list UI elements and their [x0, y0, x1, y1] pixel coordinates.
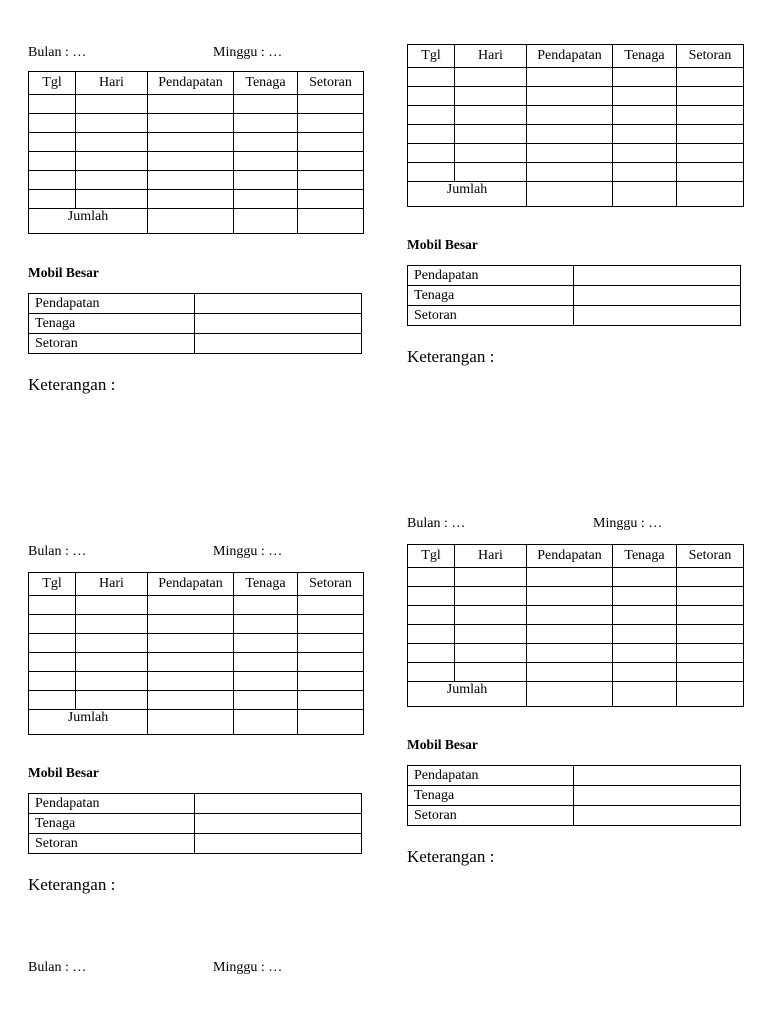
- table-cell[interactable]: [148, 152, 234, 171]
- table-cell[interactable]: [234, 152, 298, 171]
- table-cell[interactable]: [677, 68, 744, 87]
- bulan-label: Bulan : …: [28, 960, 87, 975]
- bulan-label: Bulan : …: [28, 544, 87, 559]
- summary-row: [29, 794, 362, 814]
- table-cell[interactable]: [613, 144, 677, 163]
- table-cell[interactable]: [455, 625, 527, 644]
- table-cell[interactable]: [298, 95, 364, 114]
- daily-log-table: [407, 544, 744, 707]
- table-cell[interactable]: [76, 596, 148, 615]
- table-row: [408, 163, 744, 182]
- table-cell[interactable]: [298, 114, 364, 133]
- table-cell[interactable]: [455, 68, 527, 87]
- table-cell[interactable]: [76, 133, 148, 152]
- table-cell[interactable]: [408, 606, 455, 625]
- summary-row: [29, 294, 362, 314]
- summary-label-pendapatan: Pendapatan: [408, 766, 574, 786]
- table-row: [29, 114, 364, 133]
- table-cell[interactable]: [408, 87, 455, 106]
- table-cell[interactable]: [234, 114, 298, 133]
- table-cell[interactable]: [29, 653, 76, 672]
- summary-label-setoran: Setoran: [29, 834, 195, 854]
- table-cell[interactable]: [298, 190, 364, 209]
- table-cell[interactable]: [148, 133, 234, 152]
- mobil-besar-table: [407, 265, 741, 326]
- summary-row: [408, 266, 741, 286]
- table-cell[interactable]: [29, 152, 76, 171]
- table-cell[interactable]: [613, 625, 677, 644]
- table-cell[interactable]: [298, 634, 364, 653]
- summary-value[interactable]: [574, 306, 741, 326]
- table-cell[interactable]: [76, 190, 148, 209]
- table-cell[interactable]: [234, 95, 298, 114]
- daily-log-table: [28, 71, 364, 234]
- summary-row: [29, 814, 362, 834]
- table-cell[interactable]: [298, 710, 364, 735]
- table-cell[interactable]: [613, 587, 677, 606]
- table-cell[interactable]: [29, 133, 76, 152]
- table-cell[interactable]: [148, 672, 234, 691]
- summary-value[interactable]: [195, 814, 362, 834]
- column-header-pendapatan: Pendapatan: [527, 545, 613, 568]
- column-header-tgl: Tgl: [408, 45, 455, 68]
- summary-value[interactable]: [574, 806, 741, 826]
- table-cell[interactable]: [234, 190, 298, 209]
- table-cell[interactable]: [298, 672, 364, 691]
- table-cell[interactable]: [29, 691, 76, 710]
- summary-value[interactable]: [195, 294, 362, 314]
- table-cell[interactable]: [408, 663, 455, 682]
- table-cell[interactable]: [613, 182, 677, 207]
- table-cell[interactable]: [677, 606, 744, 625]
- table-cell[interactable]: [148, 691, 234, 710]
- table-cell[interactable]: [527, 182, 613, 207]
- table-cell[interactable]: [527, 87, 613, 106]
- table-cell[interactable]: [527, 568, 613, 587]
- minggu-label: Minggu : …: [213, 960, 283, 975]
- mobil-besar-heading: Mobil Besar: [407, 737, 478, 752]
- table-cell[interactable]: [29, 95, 76, 114]
- table-cell[interactable]: [29, 615, 76, 634]
- daily-log-table: [407, 44, 744, 207]
- table-cell[interactable]: [527, 106, 613, 125]
- table-cell[interactable]: [408, 625, 455, 644]
- table-cell[interactable]: [408, 587, 455, 606]
- table-cell[interactable]: [613, 606, 677, 625]
- mobil-besar-heading: Mobil Besar: [28, 765, 99, 780]
- column-header-setoran: Setoran: [298, 72, 364, 95]
- summary-label-setoran: Setoran: [408, 306, 574, 326]
- table-row: [408, 125, 744, 144]
- summary-label-setoran: Setoran: [408, 806, 574, 826]
- table-cell[interactable]: [76, 634, 148, 653]
- table-cell[interactable]: [298, 171, 364, 190]
- table-cell[interactable]: [613, 106, 677, 125]
- summary-value[interactable]: [195, 314, 362, 334]
- table-row: [408, 625, 744, 644]
- summary-row: [29, 334, 362, 354]
- table-cell[interactable]: [527, 663, 613, 682]
- table-row: [29, 171, 364, 190]
- table-cell[interactable]: [613, 644, 677, 663]
- table-cell[interactable]: [148, 634, 234, 653]
- table-cell[interactable]: [527, 682, 613, 707]
- table-cell[interactable]: [408, 106, 455, 125]
- table-cell[interactable]: [29, 114, 76, 133]
- table-cell[interactable]: [234, 209, 298, 234]
- table-row: [29, 133, 364, 152]
- table-cell[interactable]: [677, 106, 744, 125]
- column-header-hari: Hari: [76, 573, 148, 596]
- table-cell[interactable]: [455, 568, 527, 587]
- total-row: [408, 182, 744, 207]
- summary-row: [408, 766, 741, 786]
- summary-row: [408, 786, 741, 806]
- table-cell[interactable]: [408, 125, 455, 144]
- summary-label-tenaga: Tenaga: [29, 814, 195, 834]
- table-header-row: [408, 545, 744, 568]
- table-cell[interactable]: [613, 125, 677, 144]
- table-cell[interactable]: [408, 68, 455, 87]
- table-cell[interactable]: [298, 152, 364, 171]
- table-row: [29, 634, 364, 653]
- table-cell[interactable]: [455, 587, 527, 606]
- table-cell[interactable]: [234, 171, 298, 190]
- table-cell[interactable]: [677, 182, 744, 207]
- minggu-label: Minggu : …: [213, 544, 283, 559]
- summary-label-pendapatan: Pendapatan: [408, 266, 574, 286]
- table-cell[interactable]: [148, 710, 234, 735]
- minggu-label: Minggu : …: [593, 516, 663, 531]
- summary-row: [29, 834, 362, 854]
- table-row: [29, 615, 364, 634]
- keterangan-label: Keterangan :: [407, 347, 495, 366]
- table-cell[interactable]: [76, 171, 148, 190]
- total-row: [29, 209, 364, 234]
- keterangan-label: Keterangan :: [28, 375, 116, 394]
- column-header-pendapatan: Pendapatan: [148, 72, 234, 95]
- summary-row: [408, 286, 741, 306]
- summary-row: [408, 806, 741, 826]
- table-cell[interactable]: [527, 125, 613, 144]
- table-cell[interactable]: [76, 691, 148, 710]
- bulan-label: Bulan : …: [407, 516, 466, 531]
- table-cell[interactable]: [148, 171, 234, 190]
- keterangan-label: Keterangan :: [407, 847, 495, 866]
- mobil-besar-table: [28, 293, 362, 354]
- column-header-setoran: Setoran: [677, 45, 744, 68]
- table-cell[interactable]: [298, 691, 364, 710]
- table-cell[interactable]: [613, 87, 677, 106]
- table-cell[interactable]: [76, 152, 148, 171]
- table-cell[interactable]: [234, 133, 298, 152]
- table-cell[interactable]: [76, 615, 148, 634]
- table-cell[interactable]: [527, 587, 613, 606]
- column-header-hari: Hari: [455, 45, 527, 68]
- jumlah-label: Jumlah: [29, 209, 148, 234]
- table-cell[interactable]: [29, 171, 76, 190]
- table-cell[interactable]: [455, 87, 527, 106]
- table-row: [408, 87, 744, 106]
- mobil-besar-heading: Mobil Besar: [407, 237, 478, 252]
- column-header-tenaga: Tenaga: [234, 72, 298, 95]
- table-row: [408, 644, 744, 663]
- table-cell[interactable]: [76, 114, 148, 133]
- table-row: [29, 95, 364, 114]
- table-cell[interactable]: [29, 596, 76, 615]
- table-row: [29, 653, 364, 672]
- mobil-besar-table: [407, 765, 741, 826]
- minggu-label: Minggu : …: [213, 45, 283, 60]
- table-cell[interactable]: [148, 95, 234, 114]
- table-cell[interactable]: [677, 682, 744, 707]
- table-row: [29, 596, 364, 615]
- column-header-tgl: Tgl: [408, 545, 455, 568]
- summary-value[interactable]: [195, 794, 362, 814]
- table-cell[interactable]: [234, 672, 298, 691]
- summary-label-pendapatan: Pendapatan: [29, 294, 195, 314]
- jumlah-label: Jumlah: [408, 682, 527, 707]
- jumlah-label: Jumlah: [408, 182, 527, 207]
- table-cell[interactable]: [677, 663, 744, 682]
- summary-label-tenaga: Tenaga: [408, 286, 574, 306]
- table-cell[interactable]: [76, 653, 148, 672]
- summary-value[interactable]: [574, 266, 741, 286]
- summary-value[interactable]: [574, 766, 741, 786]
- summary-row: [408, 306, 741, 326]
- summary-label-setoran: Setoran: [29, 334, 195, 354]
- table-header-row: [408, 45, 744, 68]
- summary-value[interactable]: [195, 834, 362, 854]
- table-cell[interactable]: [613, 663, 677, 682]
- table-cell[interactable]: [613, 682, 677, 707]
- table-cell[interactable]: [527, 625, 613, 644]
- table-cell[interactable]: [234, 634, 298, 653]
- table-cell[interactable]: [455, 106, 527, 125]
- table-cell[interactable]: [455, 125, 527, 144]
- table-cell[interactable]: [148, 653, 234, 672]
- table-row: [408, 106, 744, 125]
- table-cell[interactable]: [455, 606, 527, 625]
- summary-label-tenaga: Tenaga: [29, 314, 195, 334]
- table-cell[interactable]: [298, 133, 364, 152]
- summary-value[interactable]: [574, 286, 741, 306]
- column-header-hari: Hari: [455, 545, 527, 568]
- table-cell[interactable]: [677, 163, 744, 182]
- table-cell[interactable]: [148, 615, 234, 634]
- table-cell[interactable]: [677, 144, 744, 163]
- table-cell[interactable]: [677, 125, 744, 144]
- table-row: [408, 568, 744, 587]
- table-cell[interactable]: [234, 691, 298, 710]
- column-header-tenaga: Tenaga: [613, 545, 677, 568]
- table-cell[interactable]: [148, 190, 234, 209]
- column-header-tenaga: Tenaga: [234, 573, 298, 596]
- summary-value[interactable]: [574, 786, 741, 806]
- table-cell[interactable]: [677, 625, 744, 644]
- table-row: [29, 672, 364, 691]
- table-header-row: [29, 72, 364, 95]
- daily-log-table: [28, 572, 364, 735]
- mobil-besar-heading: Mobil Besar: [28, 265, 99, 280]
- table-cell[interactable]: [527, 68, 613, 87]
- table-cell[interactable]: [455, 644, 527, 663]
- table-cell[interactable]: [298, 209, 364, 234]
- table-cell[interactable]: [148, 209, 234, 234]
- table-cell[interactable]: [76, 672, 148, 691]
- table-row: [408, 144, 744, 163]
- column-header-tgl: Tgl: [29, 72, 76, 95]
- table-cell[interactable]: [613, 163, 677, 182]
- table-cell[interactable]: [408, 163, 455, 182]
- table-cell[interactable]: [234, 596, 298, 615]
- table-cell[interactable]: [234, 710, 298, 735]
- column-header-tenaga: Tenaga: [613, 45, 677, 68]
- summary-row: [29, 314, 362, 334]
- table-cell[interactable]: [29, 672, 76, 691]
- table-cell[interactable]: [298, 596, 364, 615]
- column-header-pendapatan: Pendapatan: [148, 573, 234, 596]
- total-row: [29, 710, 364, 735]
- table-cell[interactable]: [408, 568, 455, 587]
- table-row: [408, 587, 744, 606]
- table-cell[interactable]: [455, 663, 527, 682]
- mobil-besar-table: [28, 793, 362, 854]
- summary-value[interactable]: [195, 334, 362, 354]
- table-row: [408, 663, 744, 682]
- table-cell[interactable]: [613, 568, 677, 587]
- table-cell[interactable]: [677, 644, 744, 663]
- table-row: [29, 190, 364, 209]
- column-header-setoran: Setoran: [298, 573, 364, 596]
- table-row: [408, 68, 744, 87]
- table-cell[interactable]: [527, 163, 613, 182]
- table-cell[interactable]: [527, 644, 613, 663]
- column-header-tgl: Tgl: [29, 573, 76, 596]
- table-cell[interactable]: [148, 114, 234, 133]
- column-header-hari: Hari: [76, 72, 148, 95]
- table-cell[interactable]: [527, 144, 613, 163]
- table-cell[interactable]: [677, 568, 744, 587]
- table-cell[interactable]: [298, 615, 364, 634]
- table-cell[interactable]: [677, 87, 744, 106]
- table-cell[interactable]: [408, 644, 455, 663]
- table-cell[interactable]: [298, 653, 364, 672]
- summary-label-pendapatan: Pendapatan: [29, 794, 195, 814]
- table-row: [29, 152, 364, 171]
- jumlah-label: Jumlah: [29, 710, 148, 735]
- table-cell[interactable]: [527, 606, 613, 625]
- table-cell[interactable]: [234, 653, 298, 672]
- column-header-pendapatan: Pendapatan: [527, 45, 613, 68]
- column-header-setoran: Setoran: [677, 545, 744, 568]
- table-row: [408, 606, 744, 625]
- summary-label-tenaga: Tenaga: [408, 786, 574, 806]
- keterangan-label: Keterangan :: [28, 875, 116, 894]
- table-cell[interactable]: [455, 163, 527, 182]
- total-row: [408, 682, 744, 707]
- table-cell[interactable]: [455, 144, 527, 163]
- table-cell[interactable]: [76, 95, 148, 114]
- table-row: [29, 691, 364, 710]
- table-cell[interactable]: [148, 596, 234, 615]
- table-cell[interactable]: [234, 615, 298, 634]
- table-cell[interactable]: [29, 634, 76, 653]
- table-cell[interactable]: [29, 190, 76, 209]
- table-header-row: [29, 573, 364, 596]
- table-cell[interactable]: [613, 68, 677, 87]
- table-cell[interactable]: [677, 587, 744, 606]
- bulan-label: Bulan : …: [28, 45, 87, 60]
- table-cell[interactable]: [408, 144, 455, 163]
